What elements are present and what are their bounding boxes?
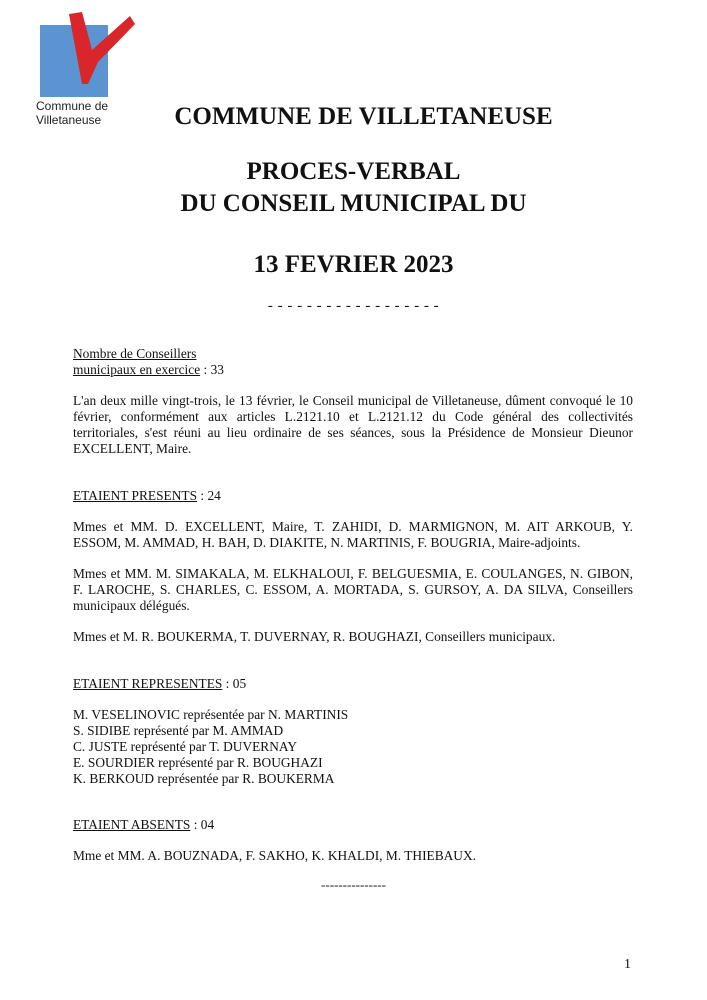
presents-paragraph-1 — [73, 519, 633, 551]
represented-heading — [73, 676, 633, 692]
presents-label: ETAIENT PRESENTS — [73, 488, 198, 503]
represented-line: E. SOURDIER représenté par R. BOUGHAZI — [73, 755, 323, 770]
end-separator: --------------- — [321, 877, 386, 892]
represented-line: K. BERKOUD représentée par R. BOUKERMA — [73, 771, 335, 786]
counsellors-value: : 33 — [200, 362, 224, 377]
absents-text: Mme et MM. A. BOUZNADA, F. SAKHO, K. KHALDI, M. THIEBAUX. — [73, 848, 476, 863]
represented-list — [73, 707, 633, 787]
counsellors-label-line1: Nombre de Conseillers — [73, 346, 197, 361]
counsellors-count — [73, 346, 633, 378]
document-title-line1: PROCES-VERBAL — [246, 158, 461, 185]
header-separator: - - - - - - - - - - - - - - - - - - — [267, 298, 440, 314]
absents-heading — [73, 817, 633, 833]
presents-text-2: Mmes et MM. M. SIMAKALA, M. ELKHALOUI, F. BELGUESMIA, E. COULANGES, N. GIBON, F. LAROCHE, S. CHARLES, C. ESSOM, A. MORTADA, S. GURSOY, A. DA SILVA, Conseillers municipaux délégués. — [73, 566, 633, 613]
presents-heading — [73, 488, 633, 504]
commune-title: COMMUNE DE VILLETANEUSE — [174, 103, 553, 130]
represented-line: S. SIDIBE représenté par M. AMMAD — [73, 723, 284, 738]
represented-count: : 05 — [222, 676, 247, 691]
absents-paragraph — [73, 848, 633, 864]
presents-paragraph-2 — [73, 566, 633, 614]
presents-count: : 24 — [197, 488, 221, 503]
document-title — [0, 156, 707, 220]
represented-line: M. VESELINOVIC représentée par N. MARTINIS — [73, 707, 349, 722]
absents-count: : 04 — [190, 817, 215, 832]
presents-text-1: Mmes et MM. D. EXCELLENT, Maire, T. ZAHIDI, D. MARMIGNON, M. AIT ARKOUB, Y. ESSOM, M. AMMAD, H. BAH, D. DIAKITE, N. MARTINIS, F. BOUGRIA, Maire-adjoints. — [73, 519, 633, 550]
document-title-line2: DU CONSEIL MUNICIPAL DU — [180, 190, 527, 217]
presents-paragraph-3 — [73, 629, 633, 645]
represented-label: ETAIENT REPRESENTES — [73, 676, 223, 691]
intro-text: L'an deux mille vingt-trois, le 13 février, le Conseil municipal de Villetaneuse, dûment convoqué le 10 février, conformément aux articles L.2121.10 et L.2121.12 du Code général des collectivités territoriales, s'est réuni au lieu ordinaire de ses séances, sous la Présidence de Monsieur Dieunor EXCELLENT, Maire. — [73, 393, 633, 456]
represented-line: C. JUSTE représenté par T. DUVERNAY — [73, 739, 298, 754]
page-number: 1 — [624, 957, 631, 972]
logo-check-mark-icon — [36, 10, 141, 105]
logo-text-line2: Villetaneuse — [36, 113, 102, 127]
meeting-date: 13 FEVRIER 2023 — [253, 251, 454, 278]
counsellors-label-line2: municipaux en exercice — [73, 362, 201, 377]
intro-paragraph — [73, 393, 633, 457]
logo-text-line1: Commune de — [36, 99, 109, 113]
presents-text-3: Mmes et M. R. BOUKERMA, T. DUVERNAY, R. BOUGHAZI, Conseillers municipaux. — [73, 629, 556, 644]
absents-label: ETAIENT ABSENTS — [73, 817, 191, 832]
